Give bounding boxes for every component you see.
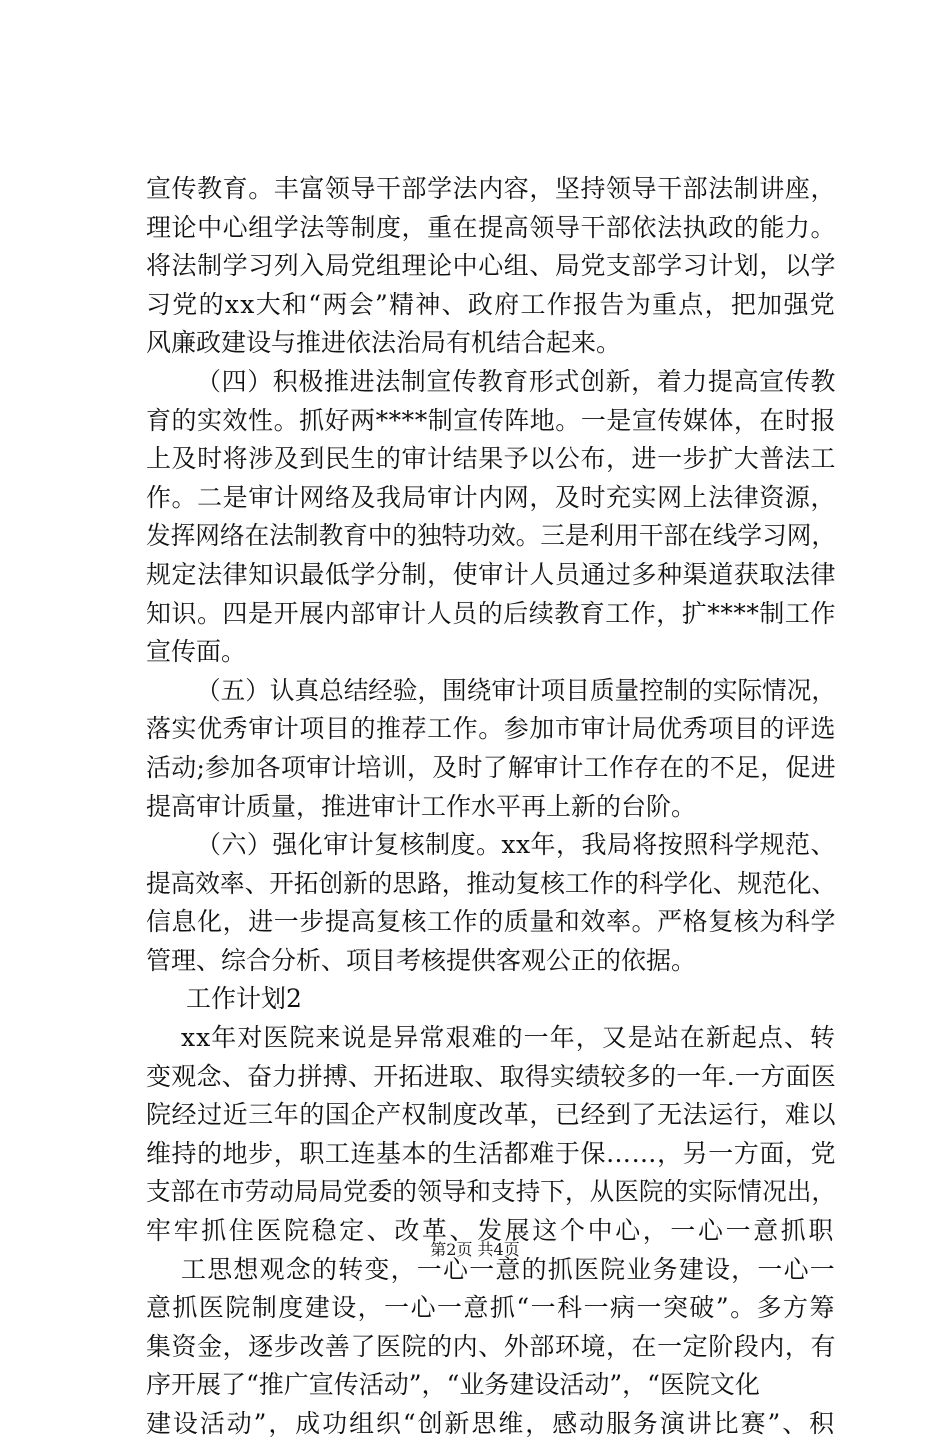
- text-line: [146, 710, 836, 749]
- text-line-content: 管理、综合分析、项目考核提供客观公正的依据。: [146, 945, 697, 975]
- text-line: [146, 170, 836, 209]
- text-line: [146, 1019, 836, 1058]
- text-line-content: 将法制学习列入局党组理论中心组、局党支部学习计划，以学: [146, 251, 837, 281]
- text-line-content: 活动;参加各项审计培训，及时了解审计工作存在的不足，促进: [146, 752, 837, 782]
- text-line: [146, 903, 836, 942]
- text-line-content: （四）积极推进法制宣传教育形式创新，着力提高宣传教: [196, 366, 836, 396]
- text-line-content: 风廉政建设与推进依法治局有机结合起来。: [146, 328, 622, 358]
- text-line: [146, 286, 836, 325]
- text-line-content: 育的实效性。抓好两****制宣传阵地。一是宣传媒体，在时报: [146, 405, 836, 435]
- text-line-content: 理论中心组学法等制度，重在提高领导干部依法执政的能力。: [146, 212, 837, 242]
- text-line-content: 发挥网络在法制教育中的独特功效。三是利用干部在线学习网，: [146, 521, 837, 551]
- text-line: [146, 1405, 836, 1444]
- text-line-content: 提高效率、开拓创新的思路，推动复核工作的科学化、规范化、: [146, 868, 837, 898]
- text-line: [146, 517, 836, 556]
- text-line: [146, 672, 836, 711]
- text-line: [146, 1058, 836, 1097]
- text-line: [146, 324, 836, 363]
- text-line-content: 工思想观念的转变，一心一意的抓医院业务建设，一心一: [181, 1254, 836, 1284]
- text-line-content: 规定法律知识最低学分制，使审计人员通过多种渠道获取法律: [146, 559, 837, 589]
- text-line-content: 作。二是审计网络及我局审计内网，及时充实网上法律资源，: [146, 482, 837, 512]
- text-line: [146, 402, 836, 441]
- text-line: [146, 1328, 836, 1367]
- text-line: [146, 440, 836, 479]
- text-line-content: 支部在市劳动局局党委的领导和支持下，从医院的实际情况出，: [146, 1177, 837, 1207]
- text-line: [146, 788, 836, 827]
- text-line-content: 习党的xx大和“两会”精神、政府工作报告为重点，把加强党: [146, 289, 837, 319]
- text-line-content: （五）认真总结经验，围绕审计项目质量控制的实际情况，: [196, 675, 837, 705]
- text-line: [146, 865, 836, 904]
- page-footer: 第2页 共4页: [430, 1240, 520, 1259]
- text-line: [146, 1366, 836, 1405]
- text-line: [146, 749, 836, 788]
- text-line-content: 宣传面。: [146, 637, 247, 667]
- text-line: [146, 1173, 836, 1212]
- text-line-content: 序开展了“推广宣传活动”，“业务建设活动”，“医院文化: [146, 1370, 760, 1400]
- text-line: [146, 363, 836, 402]
- text-line-content: 宣传教育。丰富领导干部学法内容，坚持领导干部法制讲座，: [146, 174, 837, 203]
- text-line-content: 牢牢抓住医院稳定、改革、发展这个中心，一心一意抓职: [146, 1216, 837, 1246]
- text-line-content: 知识。四是开展内部审计人员的后续教育工作，扩****制工作: [146, 598, 836, 628]
- text-line-content: 工作计划2: [186, 984, 302, 1014]
- text-line: [146, 1289, 836, 1328]
- text-line-content: xx年对医院来说是异常艰难的一年，又是站在新起点、转: [181, 1023, 837, 1053]
- text-line: [146, 633, 836, 672]
- text-line-content: 院经过近三年的国企产权制度改革，已经到了无法运行，难以: [146, 1100, 837, 1130]
- text-line-content: 意抓医院制度建设，一心一意抓“一科一病一突破”。多方筹: [146, 1293, 836, 1323]
- text-line: [146, 209, 836, 248]
- text-line-content: 提高审计质量，推进审计工作水平再上新的台阶。: [146, 791, 697, 821]
- text-line-content: 集资金，逐步改善了医院的内、外部环境，在一定阶段内，有: [146, 1331, 837, 1361]
- text-line: [146, 1135, 836, 1174]
- text-line-content: 维持的地步，职工连基本的生活都难于保……，另一方面，党: [146, 1138, 837, 1168]
- text-line-content: 落实优秀审计项目的推荐工作。参加市审计局优秀项目的评选: [146, 714, 837, 744]
- text-line-content: 建设活动”，成功组织“创新思维，感动服务演讲比赛”、积: [146, 1409, 837, 1438]
- text-line: [146, 479, 836, 518]
- text-line-content: （六）强化审计复核制度。xx年，我局将按照科学规范、: [196, 830, 836, 860]
- text-line: [146, 980, 836, 1019]
- text-line: [146, 942, 836, 981]
- text-line-content: 信息化，进一步提高复核工作的质量和效率。严格复核为科学: [146, 907, 837, 937]
- text-line: [146, 826, 836, 865]
- text-line: [146, 556, 836, 595]
- text-line-content: 上及时将涉及到民生的审计结果予以公布，进一步扩大普法工: [146, 444, 837, 474]
- text-line-content: 变观念、奋力拼搏、开拓进取、取得实绩较多的一年.一方面医: [146, 1061, 836, 1091]
- text-line: [146, 247, 836, 286]
- text-line: [146, 595, 836, 634]
- text-line: [146, 1096, 836, 1135]
